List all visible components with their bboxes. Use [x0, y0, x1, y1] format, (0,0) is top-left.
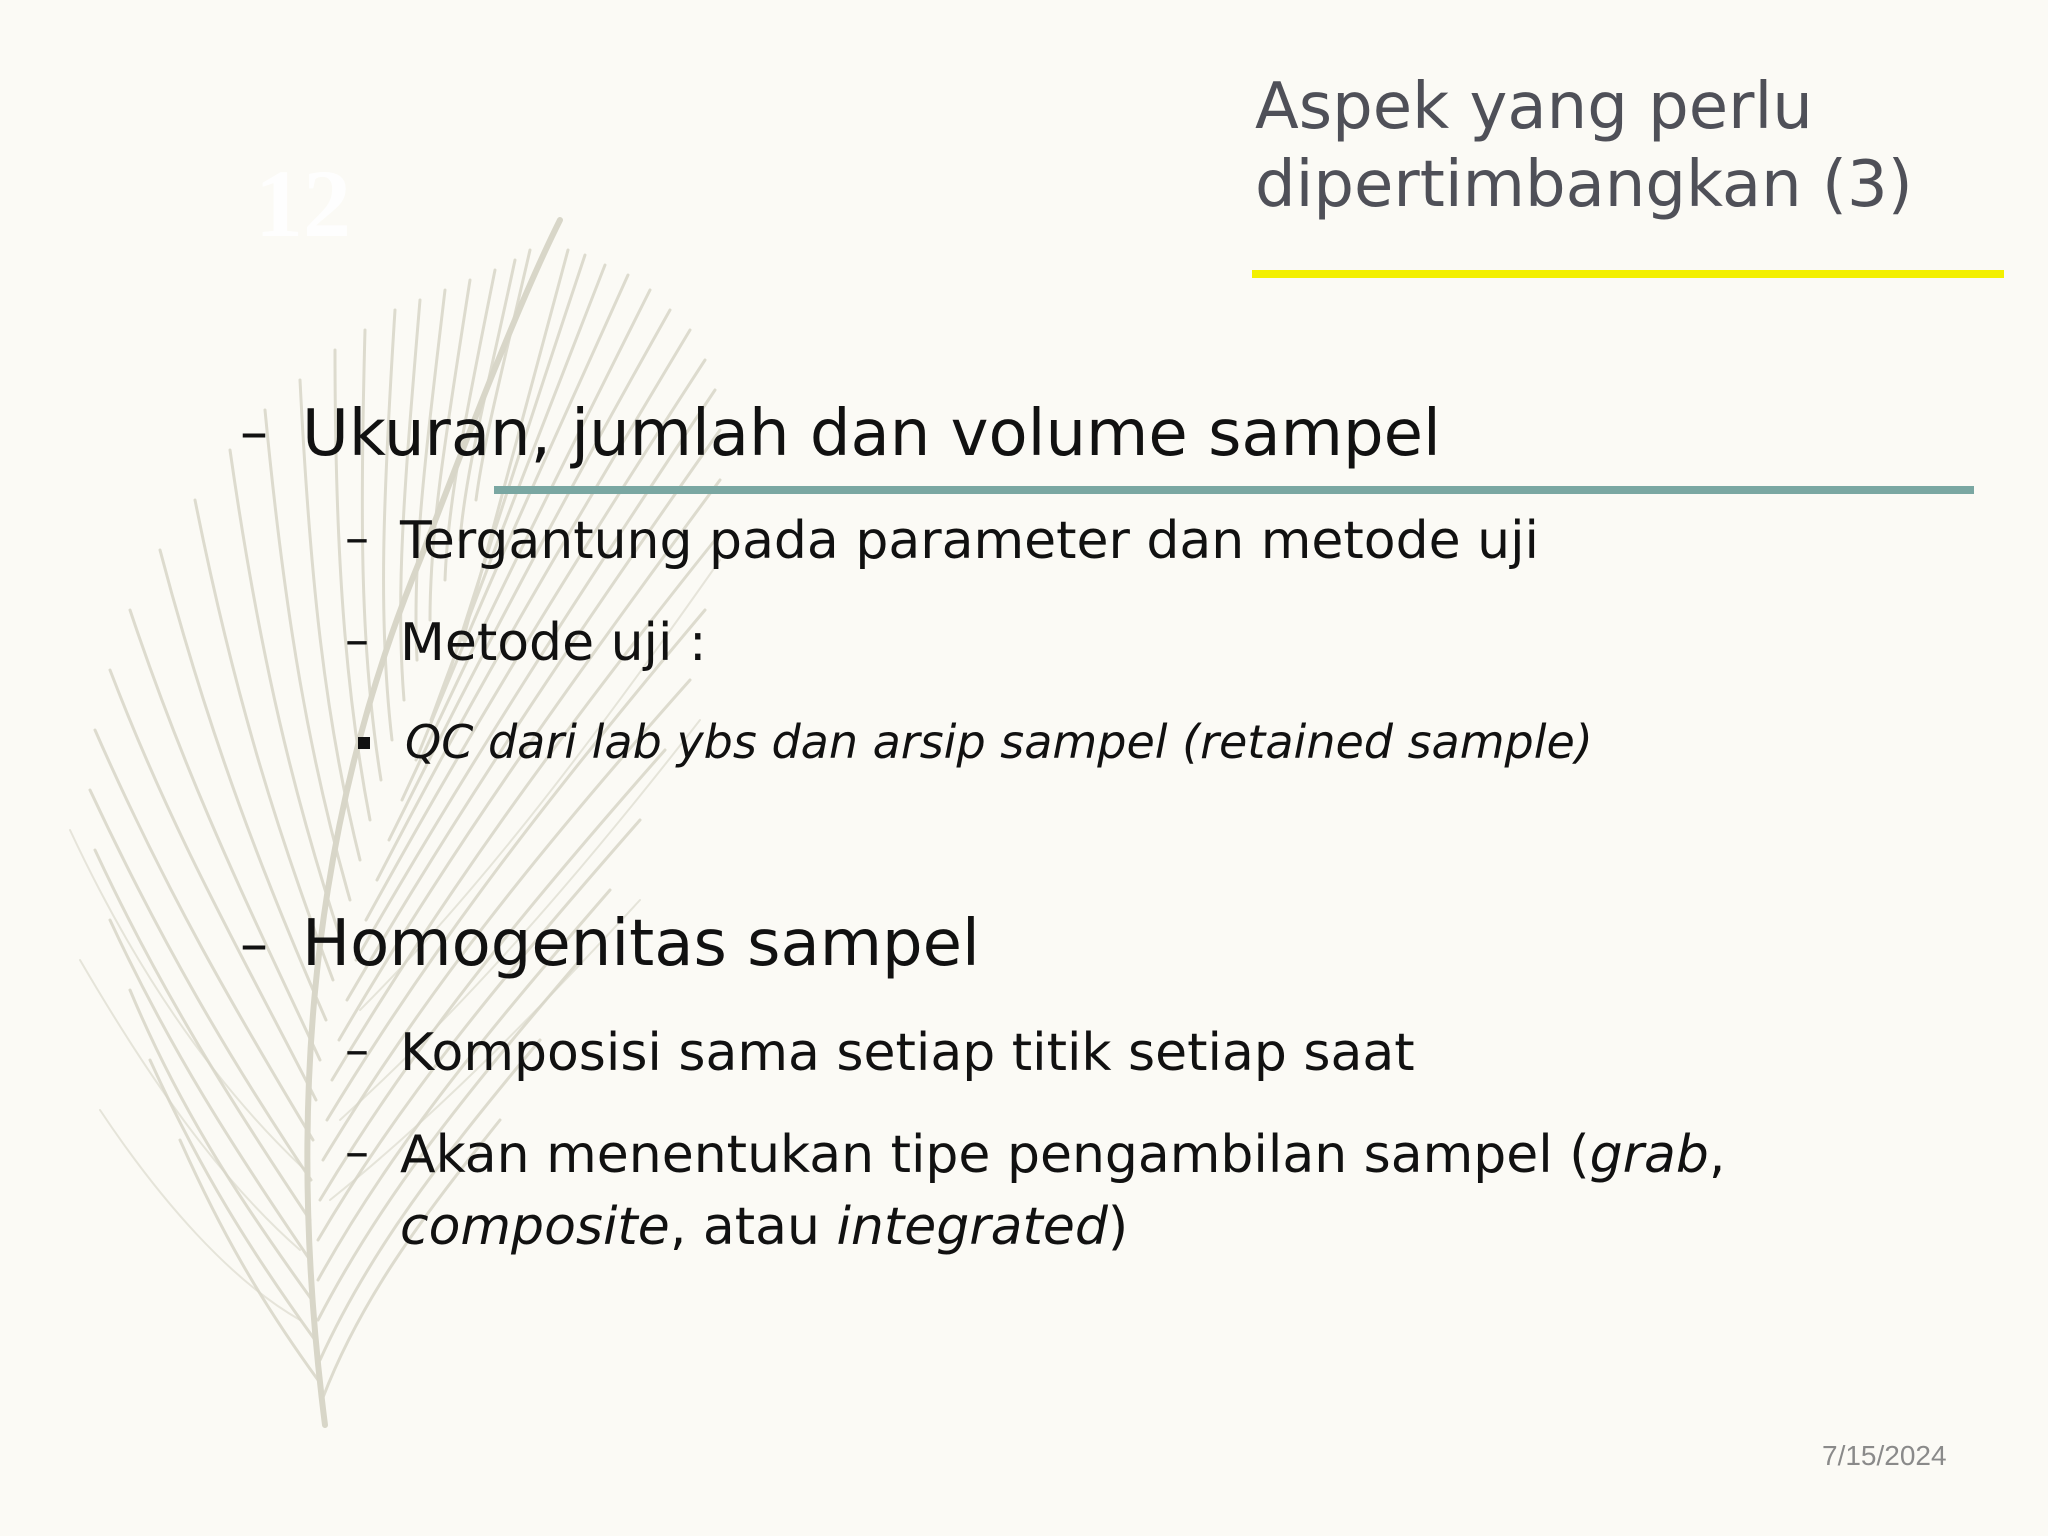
- slide-date: 7/15/2024: [1822, 1440, 1947, 1471]
- bullet-heading-2: Homogenitas sampel: [302, 907, 980, 981]
- dash-bullet-icon: –: [345, 612, 369, 668]
- item4-integrated: integrated: [836, 1197, 1108, 1257]
- item4-text-1: Akan menentukan tipe pengambilan sampel (: [400, 1125, 1590, 1185]
- bullet-item-1: Tergantung pada parameter dan metode uji: [400, 511, 1539, 571]
- bullet-heading-1: Ukuran, jumlah dan volume sampel: [302, 397, 1441, 471]
- bullet-item-3: Komposisi sama setiap titik setiap saat: [400, 1023, 1415, 1083]
- slide-title-line1: Aspek yang perlu: [1255, 70, 1813, 144]
- dash-bullet-icon: –: [240, 912, 268, 977]
- bullet-subitem-1: QC dari lab ybs dan arsip sampel (retained sample): [405, 715, 1593, 769]
- content-underline: [494, 486, 1974, 494]
- slide-title: [1255, 68, 2015, 224]
- item4-text-3: , atau: [669, 1197, 837, 1257]
- item4-composite: composite: [400, 1197, 670, 1257]
- bullet-item-2: Metode uji :: [400, 613, 707, 673]
- bullet-item-4: [400, 1119, 1840, 1263]
- item4-grab: grab: [1589, 1125, 1709, 1185]
- slide-title-line2: dipertimbangkan (3): [1255, 148, 1913, 222]
- square-bullet-icon: [358, 737, 370, 749]
- item4-text-2: ,: [1708, 1125, 1726, 1185]
- item4-text-4: ): [1107, 1197, 1129, 1257]
- slide-number: 12: [255, 150, 351, 257]
- dash-bullet-icon: –: [240, 400, 268, 465]
- dash-bullet-icon: –: [345, 510, 369, 566]
- dash-bullet-icon: –: [345, 1124, 369, 1180]
- dash-bullet-icon: –: [345, 1022, 369, 1078]
- title-underline: [1252, 270, 2004, 278]
